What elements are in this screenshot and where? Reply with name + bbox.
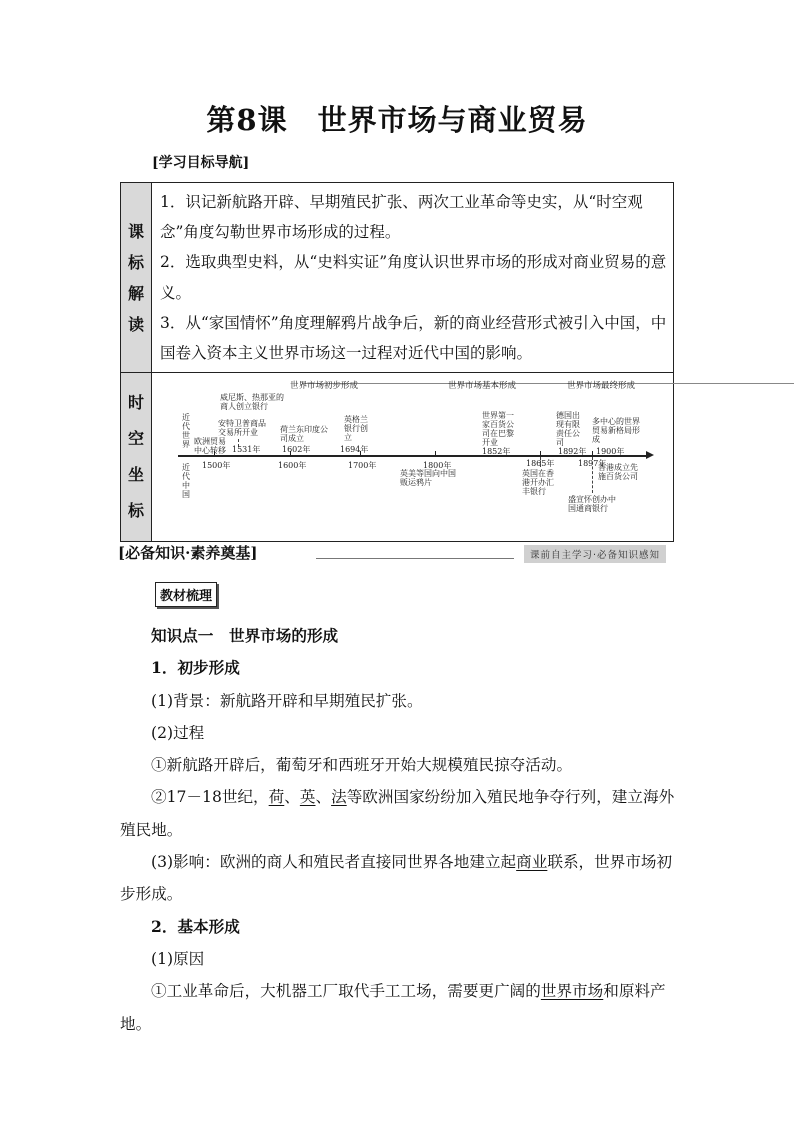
section-bar [118,542,674,562]
axis-year-1700: 1700年 [348,461,377,471]
knowledge-content [120,620,676,1040]
section-tag: 课前自主学习·必备知识感知 [524,545,666,563]
process-2-text-b: 等欧洲国家纷纷加入殖民地争夺行列，建立海外殖民地。 [120,788,675,839]
timeline-side-label [121,373,152,542]
axis-year-1800: 1800年 [423,461,452,471]
section-label: [必备知识·素养奠基] [118,544,258,562]
event-dutch: 荷兰东印度公司成立 [280,425,328,444]
event-paris-year: 1852年 [482,447,511,457]
event-paris: 世界第一家百货公司在巴黎开业 [482,411,514,448]
event-multi-year: 1900年 [596,447,625,457]
cause-1-text-b: 和原料产地。 [120,982,666,1033]
axis-year-1600: 1600年 [278,461,307,471]
paragraph-impact [120,846,676,911]
learning-goals-heading: [学习目标导航] [152,155,250,171]
event-dutch-year: 1602年 [282,445,311,455]
event-sheng: 盛宣怀创办中国通商银行 [568,495,616,514]
knowledge-point-1-heading: 知识点一 世界市场的形成 [151,626,339,645]
underlined-world-market: 世界市场 [540,982,604,1001]
process-2-separator-1: 、 [284,788,300,807]
event-hsbc: 英国在香港开办汇丰银行 [522,469,554,497]
goal-item-3: 3．从“家国情怀”角度理解鸦片战争后，新的商业经营形式被引入中国，中国卷入资本主义世界市场这一过程对近代中国的影响。 [160,313,667,363]
event-multi-center: 多中心的世界贸易新格局形成 [592,417,640,445]
subheading-initial: 1．初步形成 [151,658,240,678]
axis-year-1865: 1865年 [526,459,555,469]
underlined-netherlands: 荷 [268,788,285,807]
paragraph-cause: (1)原因 [151,949,205,968]
curriculum-content [152,183,674,373]
event-opium: 英美等国向中国贩运鸦片 [400,469,456,488]
event-europe-trade: 欧洲贸易中心转移 [194,437,226,456]
subheading-basic: 2．基本形成 [151,916,240,936]
cause-1-text-a: ①工业革命后，大机器工厂取代手工工场，需要更广阔的 [151,982,541,1001]
axis-year-1897: 1897年 [578,459,607,469]
underlined-france: 法 [331,788,347,807]
process-2-text-a: ②17－18世纪， [151,788,269,807]
event-sincere: 香港成立先施百货公司 [598,463,638,482]
row-label-world: 近代世界 [182,413,190,450]
paragraph-process-2 [120,781,676,846]
event-antwerp: 安特卫普商品交易所开业 [218,419,266,438]
axis-year-1500: 1500年 [202,461,231,471]
phase-1-label: 世界市场初步形成 [290,381,359,392]
event-england-bank: 英格兰银行创立 [344,415,368,443]
timeline-side-text: 时空坐标 [128,393,145,521]
event-germany-year: 1892年 [558,447,587,457]
underlined-commerce: 商业 [516,853,548,872]
paragraph-background: (1)背景：新航路开辟和早期殖民扩张。 [151,691,423,710]
timeline-cell [152,373,674,542]
impact-text-a: (3)影响：欧洲的商人和殖民者直接同世界各地建立起 [151,853,517,872]
goal-item-2: 2．选取典型史料，从“史料实证”角度认识世界市场的形成对商业贸易的意义。 [160,253,667,302]
event-antwerp-year: 1531年 [232,445,261,455]
paragraph-cause-1 [120,975,676,1040]
curriculum-side-label [121,183,152,373]
learning-goals-table [120,182,674,542]
row-label-china: 近代中国 [182,463,190,500]
underlined-england: 英 [299,788,316,807]
lesson-title: 第8课 世界市场与商业贸易 [206,103,588,137]
paragraph-process: (2)过程 [151,723,205,742]
impact-text-b: 联系，世界市场初步形成。 [120,853,673,904]
phase-3-label: 世界市场最终形成 [567,381,636,392]
timeline-diagram [152,373,666,539]
event-england-year: 1694年 [340,445,369,455]
paragraph-process-1: ①新航路开辟后，葡萄牙和西班牙开始大规模殖民掠夺活动。 [151,756,573,775]
textbook-summary-badge: 教材梳理 [155,582,217,607]
event-venice: 威尼斯、热那亚的商人创立银行 [220,393,284,412]
event-germany: 德国出现有限责任公司 [556,411,580,448]
curriculum-side-text: 课标解读 [128,221,145,334]
goal-item-1: 1．识记新航路开辟、早期殖民扩张、两次工业革命等史实，从“时空观念”角度勾勒世界市场形成的过程。 [160,193,643,242]
process-2-separator-2: 、 [315,788,332,807]
phase-2-label: 世界市场基本形成 [448,381,517,392]
timeline-arrow-icon [646,451,654,459]
